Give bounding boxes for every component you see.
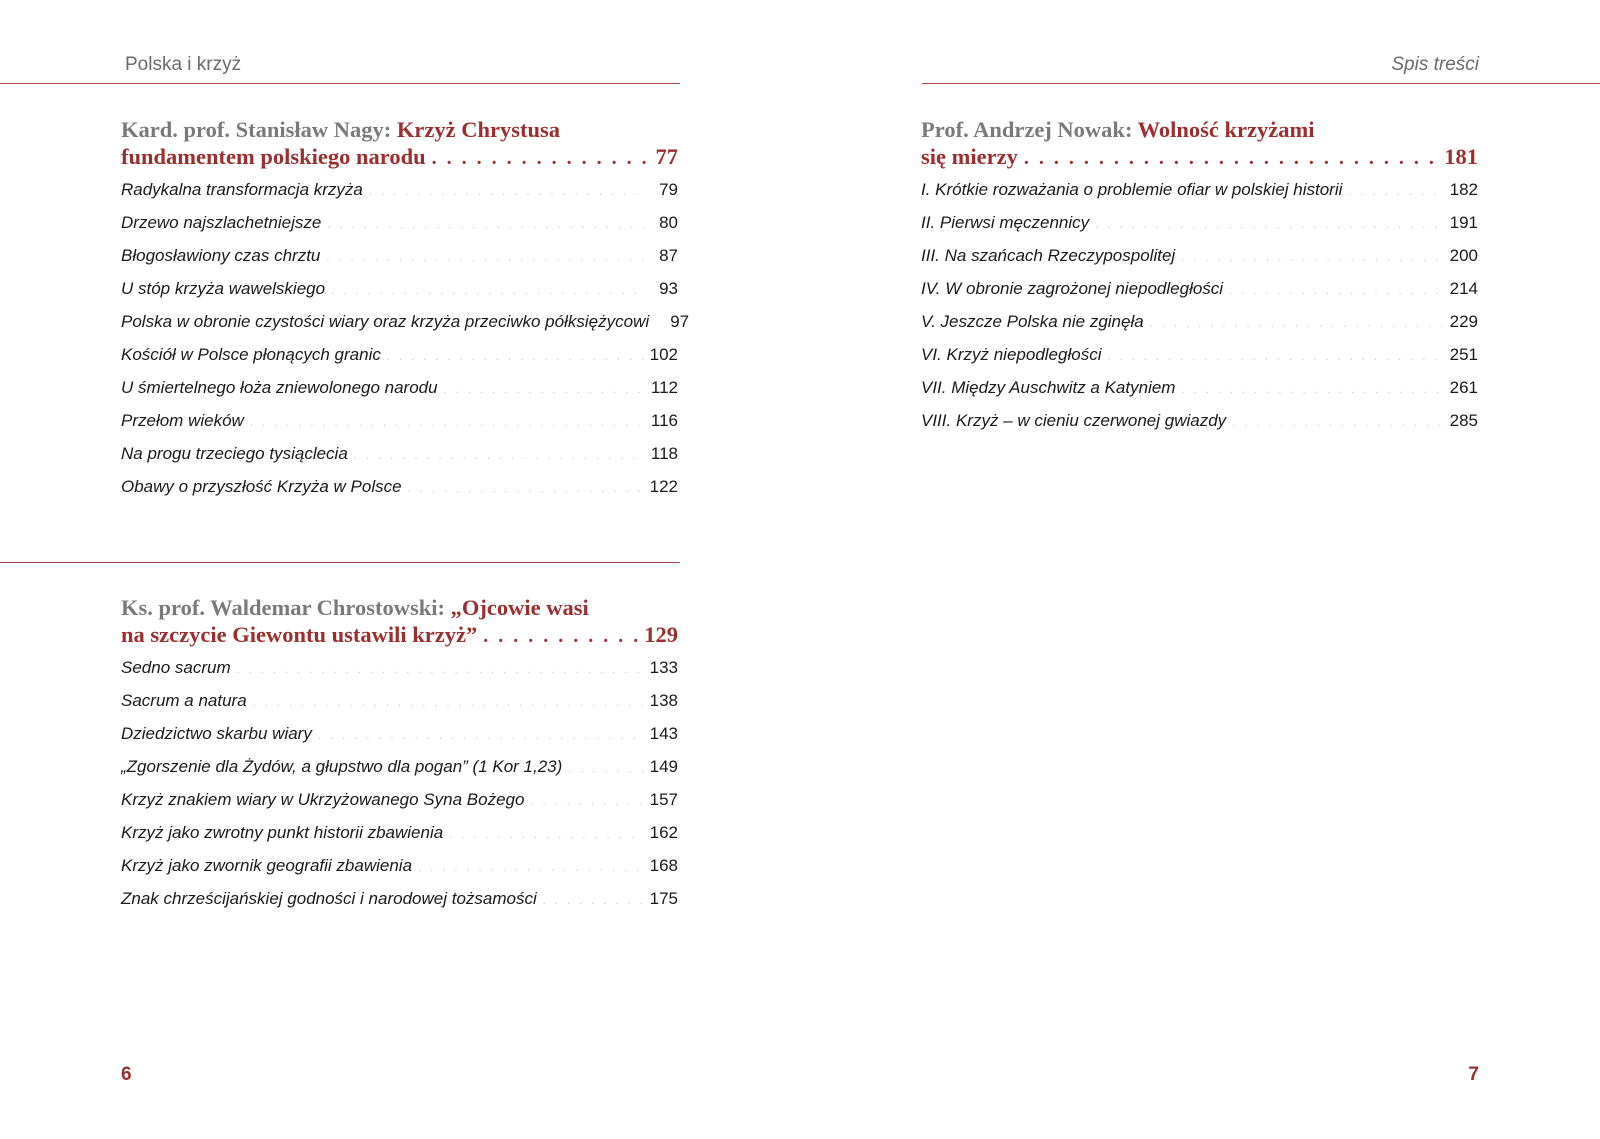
toc-entry-page: 93 [659,279,678,298]
toc-entry-label: Obawy o przyszłość Krzyża w Polsce [121,477,402,496]
leader-dots [568,763,643,775]
leader-dots [331,285,644,297]
leader-dots [1181,252,1443,264]
toc-entry[interactable] [921,279,1478,312]
toc-entry-label: IV. W obronie zagrożonej niepodległości [921,279,1224,298]
toc-entry-page: 229 [1449,312,1478,331]
leader-dots [418,862,644,874]
toc-entry[interactable] [921,246,1478,279]
leader-dots [1107,351,1443,363]
toc-list [921,180,1478,444]
toc-entry[interactable] [121,345,678,378]
toc-entry[interactable] [121,378,678,411]
section-divider-rule [0,562,680,563]
toc-section-nowak [921,116,1478,444]
heading-line-2 [121,621,678,650]
toc-entry-page: 175 [649,889,678,908]
section-heading[interactable] [121,116,678,172]
leader-dots [1181,384,1443,396]
toc-entry-label: VII. Między Auschwitz a Katyniem [921,378,1176,397]
leader-dots [1150,318,1444,330]
toc-section-chrostowski [121,594,678,922]
toc-entry-label: U śmiertelnego łoża zniewolonego narodu [121,378,438,397]
heading-line-2 [921,143,1478,172]
running-head-book-title: Polska i krzyż [125,54,242,75]
leader-dots [449,829,643,841]
toc-entry-page: 191 [1449,213,1478,232]
toc-entry-label: Polska w obronie czystości wiary oraz krzyża przeciwko półksiężycowi [121,312,650,331]
section-title-part1: „Ojcowie wasi [450,595,589,620]
toc-entry-label: Sedno sacrum [121,658,231,677]
leader-dots [387,351,644,363]
toc-entry-page: 97 [670,312,690,331]
leader-dots [326,252,644,264]
toc-entry-page: 149 [649,757,678,776]
toc-section-nagy [121,116,690,510]
toc-entry-label: VI. Krzyż niepodległości [921,345,1102,364]
toc-entry-page: 79 [659,180,678,199]
toc-entry-label: Kościół w Polsce płonących granic [121,345,381,364]
toc-entry[interactable] [921,411,1478,444]
toc-entry[interactable] [921,180,1478,213]
toc-entry[interactable] [121,411,678,444]
toc-entry-page: 102 [649,345,678,364]
toc-entry[interactable] [121,213,678,246]
toc-entry-page: 285 [1449,411,1478,430]
toc-entry[interactable] [121,889,678,922]
section-heading[interactable] [121,594,678,650]
section-page-number: 181 [1444,144,1478,169]
toc-entry-label: II. Pierwsi męczennicy [921,213,1090,232]
leader-dots [1348,186,1443,198]
toc-entry[interactable] [121,790,678,823]
toc-list [121,658,678,922]
leader-dots [543,895,644,907]
toc-entry-label: Krzyż znakiem wiary w Ukrzyżowanego Syna Bożego [121,790,525,809]
heading-line-1 [121,594,678,621]
section-title-part1: Wolność krzyżami [1137,117,1315,142]
heading-line-2 [121,143,678,172]
toc-entry-label: Na progu trzeciego tysiąclecia [121,444,348,463]
toc-entry-label: Radykalna transformacja krzyża [121,180,363,199]
toc-entry[interactable] [121,757,678,790]
toc-list [121,180,690,510]
leader-dots [354,450,644,462]
toc-entry-page: 182 [1449,180,1478,199]
toc-entry-label: Błogosławiony czas chrztu [121,246,321,265]
toc-entry[interactable] [121,180,678,213]
running-head-section-title: Spis treści [1391,54,1479,75]
section-title-part2: się mierzy [921,144,1018,169]
toc-entry-label: V. Jeszcze Polska nie zginęła [921,312,1144,331]
section-title-part2: fundamentem polskiego narodu [121,144,426,169]
toc-entry[interactable] [921,213,1478,246]
leader-dots [369,186,644,198]
toc-entry-page: 162 [649,823,678,842]
toc-entry-page: 251 [1449,345,1478,364]
section-author: Prof. Andrzej Nowak: [921,117,1133,142]
toc-entry-page: 214 [1449,279,1478,298]
toc-entry-page: 112 [650,378,678,397]
toc-entry[interactable] [121,856,678,889]
section-title-part2: na szczycie Giewontu ustawili krzyż” [121,622,478,647]
toc-entry-page: 168 [649,856,678,875]
heading-leader-dots [1024,145,1438,172]
toc-entry-page: 118 [650,444,678,463]
page-number-left: 6 [121,1064,132,1085]
toc-entry-page: 133 [649,658,678,677]
toc-entry-page: 200 [1449,246,1478,265]
toc-entry[interactable] [121,658,678,691]
leader-dots [1229,285,1444,297]
toc-entry-label: Przełom wieków [121,411,244,430]
toc-entry[interactable] [121,823,678,856]
toc-entry[interactable] [921,345,1478,378]
toc-entry-label: „Zgorszenie dla Żydów, a głupstwo dla pogan” (1 Kor 1,23) [121,757,563,776]
toc-entry[interactable] [121,246,678,279]
header-rule-right [922,83,1600,84]
toc-entry-label: Krzyż jako zwrotny punkt historii zbawienia [121,823,444,842]
toc-entry-page: 80 [659,213,678,232]
leader-dots [408,483,644,495]
section-author: Kard. prof. Stanisław Nagy: [121,117,392,142]
header-rule-left [0,83,680,84]
section-page-number: 77 [655,144,678,169]
toc-entry[interactable] [921,312,1478,345]
heading-line-1 [121,116,678,143]
leader-dots [318,730,644,742]
toc-entry-label: Znak chrześcijańskiej godności i narodowej tożsamości [121,889,537,908]
toc-entry-page: 157 [649,790,678,809]
leader-dots [327,219,644,231]
toc-entry-page: 122 [649,477,678,496]
section-page-number: 129 [644,622,678,647]
toc-entry[interactable] [121,477,678,510]
toc-entry[interactable] [121,444,678,477]
section-author: Ks. prof. Waldemar Chrostowski: [121,595,445,620]
toc-entry[interactable] [121,312,690,345]
leader-dots [250,417,644,429]
toc-entry-page: 261 [1449,378,1478,397]
heading-leader-dots [432,145,650,172]
toc-entry-page: 143 [649,724,678,743]
leader-dots [253,697,644,709]
toc-entry-page: 87 [659,246,678,265]
leader-dots [444,384,644,396]
heading-leader-dots [483,623,638,650]
toc-entry-label: Dziedzictwo skarbu wiary [121,724,312,743]
toc-entry-label: U stóp krzyża wawelskiego [121,279,326,298]
toc-entry-label: I. Krótkie rozważania o problemie ofiar w polskiej historii [921,180,1343,199]
toc-entry[interactable] [121,279,678,312]
leader-dots [237,664,644,676]
heading-line-1 [921,116,1478,143]
toc-entry-label: III. Na szańcach Rzeczypospolitej [921,246,1176,265]
section-title-part1: Krzyż Chrystusa [396,117,560,142]
toc-entry-label: Sacrum a natura [121,691,247,710]
toc-entry[interactable] [121,724,678,757]
page-number-right: 7 [1468,1064,1479,1085]
toc-entry-label: Krzyż jako zwornik geografii zbawienia [121,856,413,875]
toc-entry-label: VIII. Krzyż – w cieniu czerwonej gwiazdy [921,411,1227,430]
section-heading[interactable] [921,116,1478,172]
toc-entry[interactable] [121,691,678,724]
toc-entry-page: 138 [649,691,678,710]
toc-entry-page: 116 [650,411,678,430]
toc-entry-label: Drzewo najszlachetniejsze [121,213,322,232]
toc-entry[interactable] [921,378,1478,411]
leader-dots [1232,417,1443,429]
leader-dots [1095,219,1443,231]
leader-dots [530,796,643,808]
